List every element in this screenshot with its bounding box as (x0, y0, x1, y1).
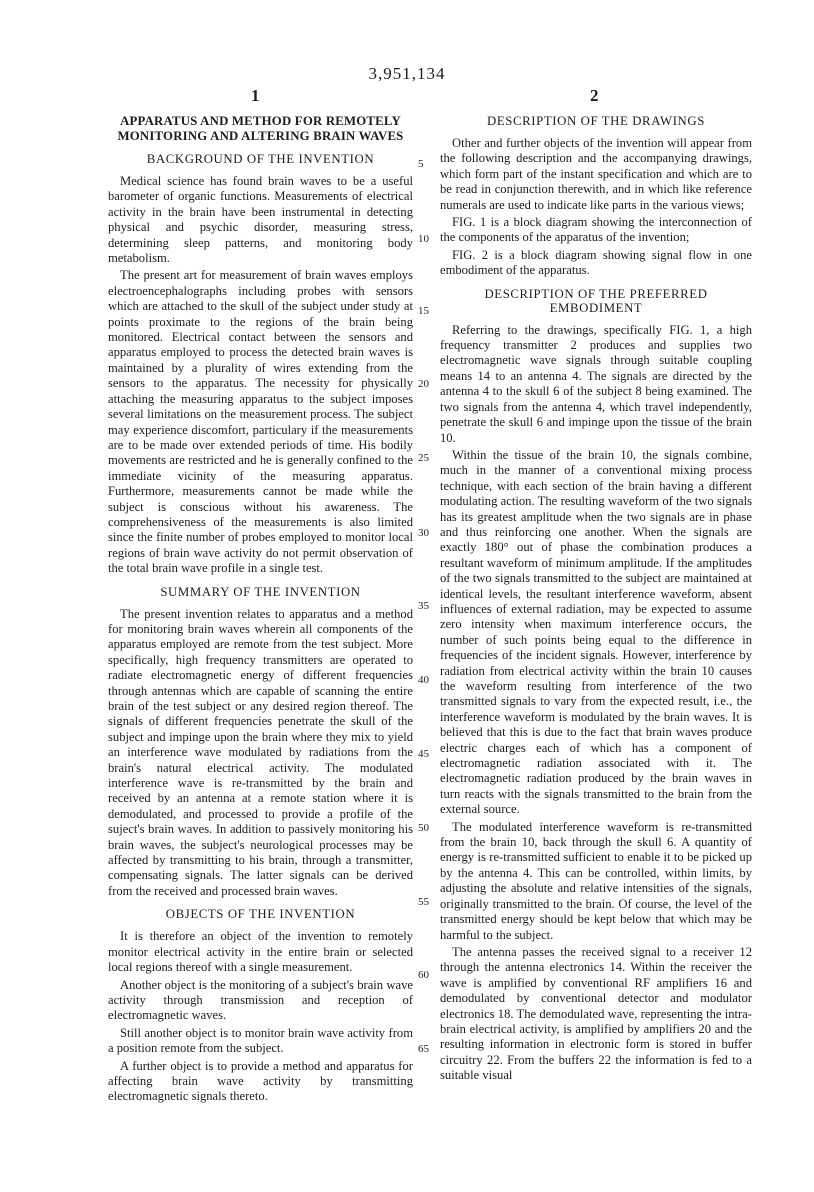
paragraph: The modulated interference waveform is re-transmitted from the brain 10, back through the skull 6. A quantity of energy is re-transmitted sufficient to enable it to be picked up by the antenna 4. This can be controlled, within limits, by adjusting the absolute and relative intensities of the signals, originally transmitted to the brain. Of course, the level of the transmitted energy should be kept below that which may be harmful to the subject. (440, 819, 752, 942)
column-number-left: 1 (251, 86, 260, 105)
paragraph: The present art for measurement of brain waves employs electroencephalographs including probes with sensors which are attached to the skull of the subject under study at points proximate to the regions of the brain being monitored. Electrical contact between the sensors and apparatus employed to process the detected brain waves is maintained by a plurality of wires extending from the sensors to the apparatus. The necessity for physically attaching the measuring apparatus to the subject imposes several limitations on the measurement process. The subject may experience discomfort, particulary if the measurements are to be made over extended periods of time. His bodily movements are restricted and he is generally confined to the immediate vicinity of the measuring apparatus. Furthermore, measurements cannot be made while the subject is conscious without his awareness. The comprehensiveness of the measurements is also limited since the finite number of probes employed to monitor local regions of brain wave activity do not permit observation of the total brain wave profile in a single test. (108, 268, 413, 576)
line-number: 15 (418, 305, 429, 317)
paragraph: It is therefore an object of the invention to remotely monitor electrical activity in the entire brain or selected local regions thereof with a single measurement. (108, 929, 413, 975)
paragraph: FIG. 1 is a block diagram showing the interconnection of the components of the apparatus of the invention; (440, 215, 752, 245)
line-number: 30 (418, 527, 429, 539)
section-heading-preferred-embodiment (440, 287, 752, 315)
line-number: 40 (418, 674, 429, 686)
line-number: 65 (418, 1043, 429, 1055)
section-heading-objects: OBJECTS OF THE INVENTION (165, 907, 356, 922)
patent-number: 3,951,134 (368, 64, 446, 83)
paragraph: FIG. 2 is a block diagram showing signal flow in one embodiment of the apparatus. (440, 247, 752, 278)
paragraph: Referring to the drawings, specifically FIG. 1, a high frequency transmitter 2 produces and supplies two electromagnetic wave signals through suitable coupling means 14 to an antenna 4. The signals are directed by the antenna 4 to the skull 6 of the subject 8 being examined. The two signals from the antenna 4, which travel independently, penetrate the skull 6 and impinge upon the tissue of the brain 10. (440, 322, 752, 445)
line-number: 60 (418, 969, 429, 981)
section-heading-summary: SUMMARY OF THE INVENTION (160, 584, 361, 599)
title-line: MONITORING AND ALTERING BRAIN WAVES (117, 129, 404, 143)
line-number: 25 (418, 452, 429, 464)
line-number: 50 (418, 822, 429, 834)
paragraph: The present invention relates to apparatus and a method for monitoring brain waves wherein all components of the apparatus employed are remote from the test subject. More specifically, high frequency transmitters are operated to radiate electromagnetic energy of different frequencies through antennas which are capable of scanning the entire brain of the test subject or any desired region thereof. The signals of different frequencies penetrate the skull of the subject and impinge upon the brain where they mix to yield an interference wave modulated by radiations from the brain's natural electrical activity. The modulated interference wave is re-transmitted by the brain and received by an antenna at a remote station where it is demodulated, and processed to provide a profile of the suject's brain waves. In addition to passively monitoring his brain waves, the subject's neurological processes may be affected by transmitting to his brain, through a transmitter, compensating signals. The latter signals can be derived from the received and processed brain waves. (108, 606, 413, 898)
line-number: 45 (418, 748, 429, 760)
column-number-right: 2 (590, 86, 599, 105)
line-number: 35 (418, 600, 429, 612)
line-number: 55 (418, 896, 429, 908)
paragraph: Still another object is to monitor brain wave activity from a position remote from the subject. (108, 1025, 413, 1056)
title-line: APPARATUS AND METHOD FOR REMOTELY (120, 114, 401, 128)
paragraph: Another object is the monitoring of a subject's brain wave activity through transmission and reception of electromagnetic waves. (108, 977, 413, 1023)
heading-line: DESCRIPTION OF THE PREFERRED (484, 286, 708, 301)
line-number: 5 (418, 158, 424, 170)
paragraph: Medical science has found brain waves to be a useful barometer of organic functions. Measurements of electrical activity in the brain have been instrumental in detecting physical and psychic disorder, measuring stress, determining sleep patterns, and monitoring body metabolism. (108, 174, 413, 266)
paragraph: The antenna passes the received signal to a receiver 12 through the antenna electronics 14. Within the receiver the wave is amplified by conventional RF amplifiers 16 and demodulated by conventional detector and modulator electronics 18. The demodulated wave, representing the intra-brain electrical activity, is amplified by amplifiers 20 and the resulting information in electronic form is stored in buffer circuitry 22. From the buffers 22 the information is fed to a suitable visual (440, 944, 752, 1083)
paragraph: Within the tissue of the brain 10, the signals combine, much in the manner of a conventional mixing process technique, with each section of the brain having a different modulating action. The resulting waveform of the two signals has its greatest amplitude when the two signals are in phase and thus reinforcing one another. When the signals are exactly 180° out of phase the combination produces a resultant waveform of minimum amplitude. If the amplitudes of the two signals transmitted to the subject are maintained at identical levels, the resultant interference waveform, absent influences of external radiation, may be expected to assume zero intensity when maximum interference occurs, the number of such points being equal to the difference in frequencies of the incident signals. However, interference by radiation from electrical activity within the brain 10 causes the waveform resulting from interference of the two transmitted signals to vary from the expected result, i.e., the interference waveform is modulated by the brain waves. It is believed that this is due to the fact that brain waves produce electric charges each of which has a component of electromagnetic radiation associated with it. The electromagnetic radiation produced by the brain waves in turn reacts with the signals transmitted to the brain from the external source. (440, 447, 752, 817)
patent-title (108, 114, 413, 144)
section-heading-background: BACKGROUND OF THE INVENTION (146, 152, 375, 166)
heading-line: EMBODIMENT (549, 300, 643, 315)
line-number: 20 (418, 378, 429, 390)
paragraph: Other and further objects of the invention will appear from the following description and the accompanying drawings, which form part of the instant specification and which are to be read in conjunction therewith, and in which like reference numerals are used to indicate like parts in the various views; (440, 136, 752, 212)
section-heading-drawings (440, 114, 752, 128)
paragraph: A further object is to provide a method and apparatus for affecting brain wave activity by transmitting electromagnetic signals thereto. (108, 1058, 413, 1104)
left-column (108, 114, 413, 1107)
heading-line: DESCRIPTION OF THE DRAWINGS (487, 114, 705, 128)
line-number: 10 (418, 233, 429, 245)
right-column (440, 114, 752, 1086)
